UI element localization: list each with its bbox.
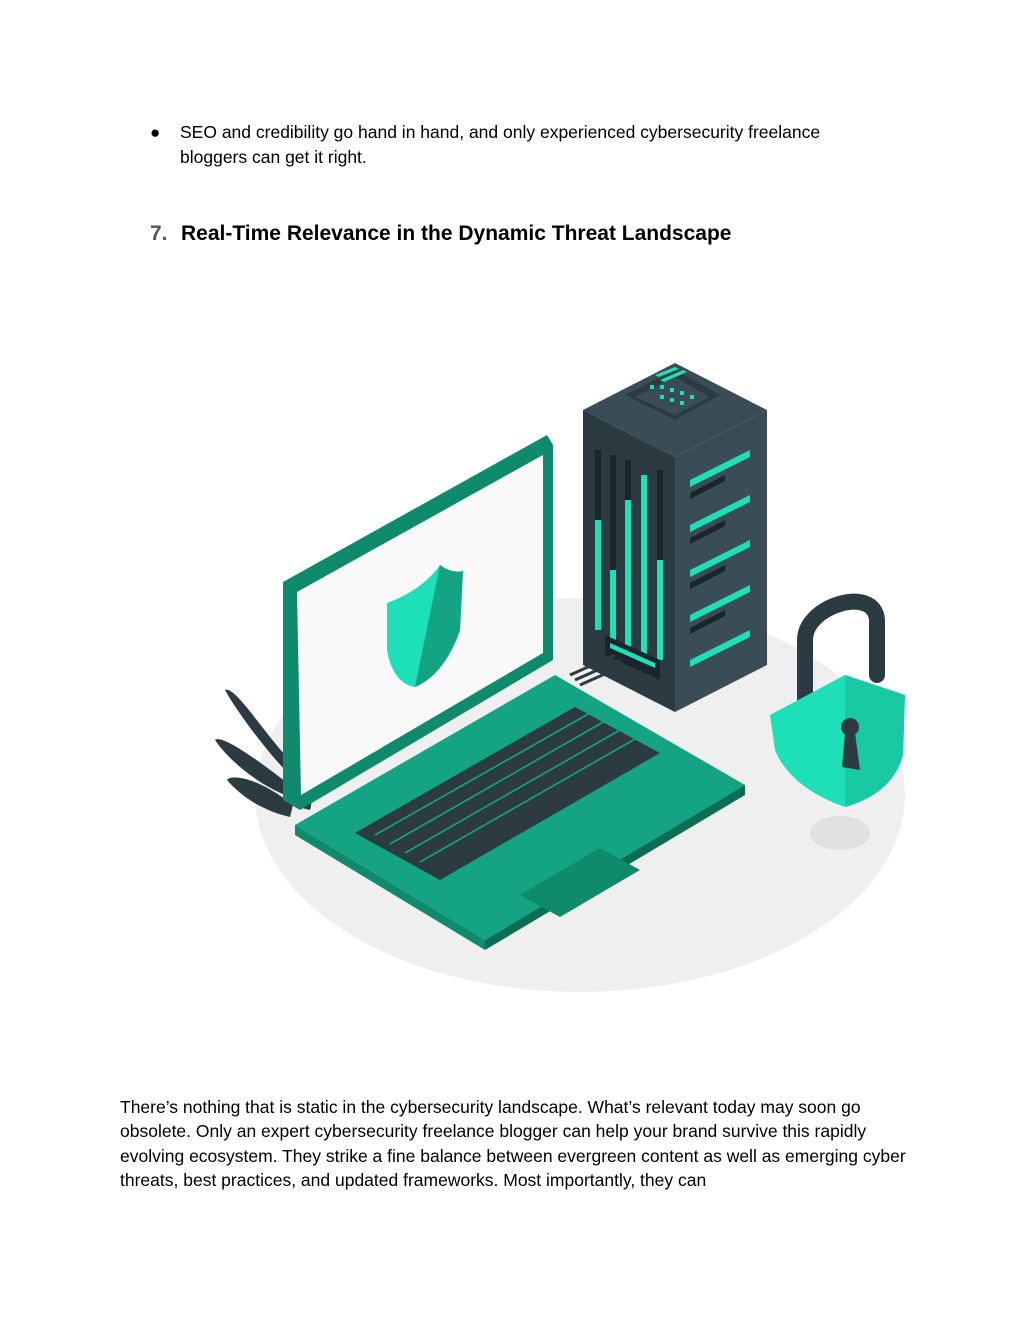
bullet-marker: ● — [150, 123, 161, 142]
section-number: 7. — [150, 222, 168, 245]
cybersecurity-illustration — [205, 355, 915, 1000]
section-heading — [150, 219, 910, 249]
bullet-text: SEO and credibility go hand in hand, and only experienced cybersecurity freelance bloggers can get it right. — [180, 122, 821, 167]
server-icon — [583, 363, 767, 712]
section-title: Real-Time Relevance in the Dynamic Threat Landscape — [181, 222, 732, 245]
body-paragraph: There’s nothing that is static in the cybersecurity landscape. What’s relevant today may soon go obsolete. Only an expert cybersecurity freelance blogger can help your brand survive this rapidly evolving ecosystem. They strike a fine balance between evergreen content as well as emerging cyber threats, best practices, and updated frameworks. Most importantly, they can — [120, 1097, 906, 1191]
bullet-item — [150, 120, 870, 170]
